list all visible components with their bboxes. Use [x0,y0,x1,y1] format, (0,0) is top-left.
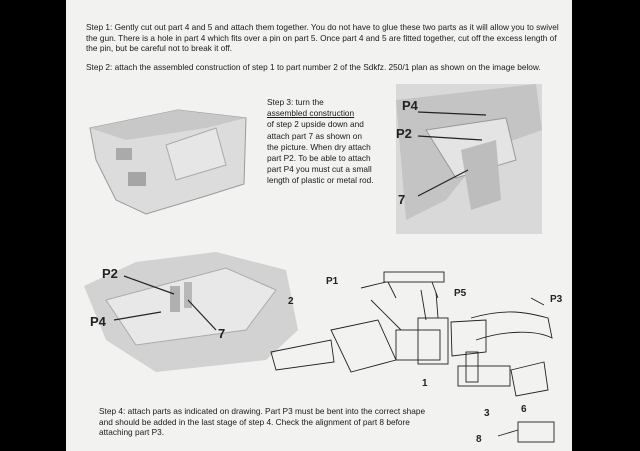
step3-text [267,97,375,187]
instruction-sheet [66,0,572,451]
label-p3: P3 [550,294,563,305]
step4-text: Step 4: attach parts as indicated on drawing. Part P3 must be bent into the correct shape and should be added in the last stage of step 4. Check the alignment of part 8 before attaching part P3. [99,406,426,438]
label-top-p2: P2 [396,126,412,141]
label-8: 8 [476,434,482,445]
label-2: 2 [288,296,294,307]
label-3: 3 [484,408,490,419]
label-bottom-p2: P2 [102,266,118,281]
scan-border [572,0,640,451]
step2-text: Step 2: attach the assembled construction of step 1 to part number 2 of the Sdkfz. 250/1 plan as shown on the image below. [86,62,541,72]
label-6: 6 [521,404,527,415]
label-bottom-p4: P4 [90,314,106,329]
step3-line1: Step 3: turn the [267,97,324,107]
label-bottom-7: 7 [218,326,226,341]
photo-step2-part [90,110,246,214]
label-top-p4: P4 [402,98,418,113]
step1-text: Step 1: Gently cut out part 4 and 5 and attach them together. You do not have to glue these two parts as it will allow you to swivel the gun. There is a hole in part 4 which fits over a pin on part 5. Once part 4 and 5 are fitted together, cut off the excess length of the pin, but be careful not to break it off. [86,22,559,54]
step3-line2: assembled construction [267,108,355,119]
step3-rest: of step 2 upside down and attach part 7 as shown on the picture. When dry attach part P2. To be able to attach part P4 you must cut a small length of plastic or metal rod. [267,119,374,186]
label-p1: P1 [326,276,339,287]
label-p5: P5 [454,288,467,299]
label-1: 1 [422,378,428,389]
label-top-7: 7 [398,192,406,207]
